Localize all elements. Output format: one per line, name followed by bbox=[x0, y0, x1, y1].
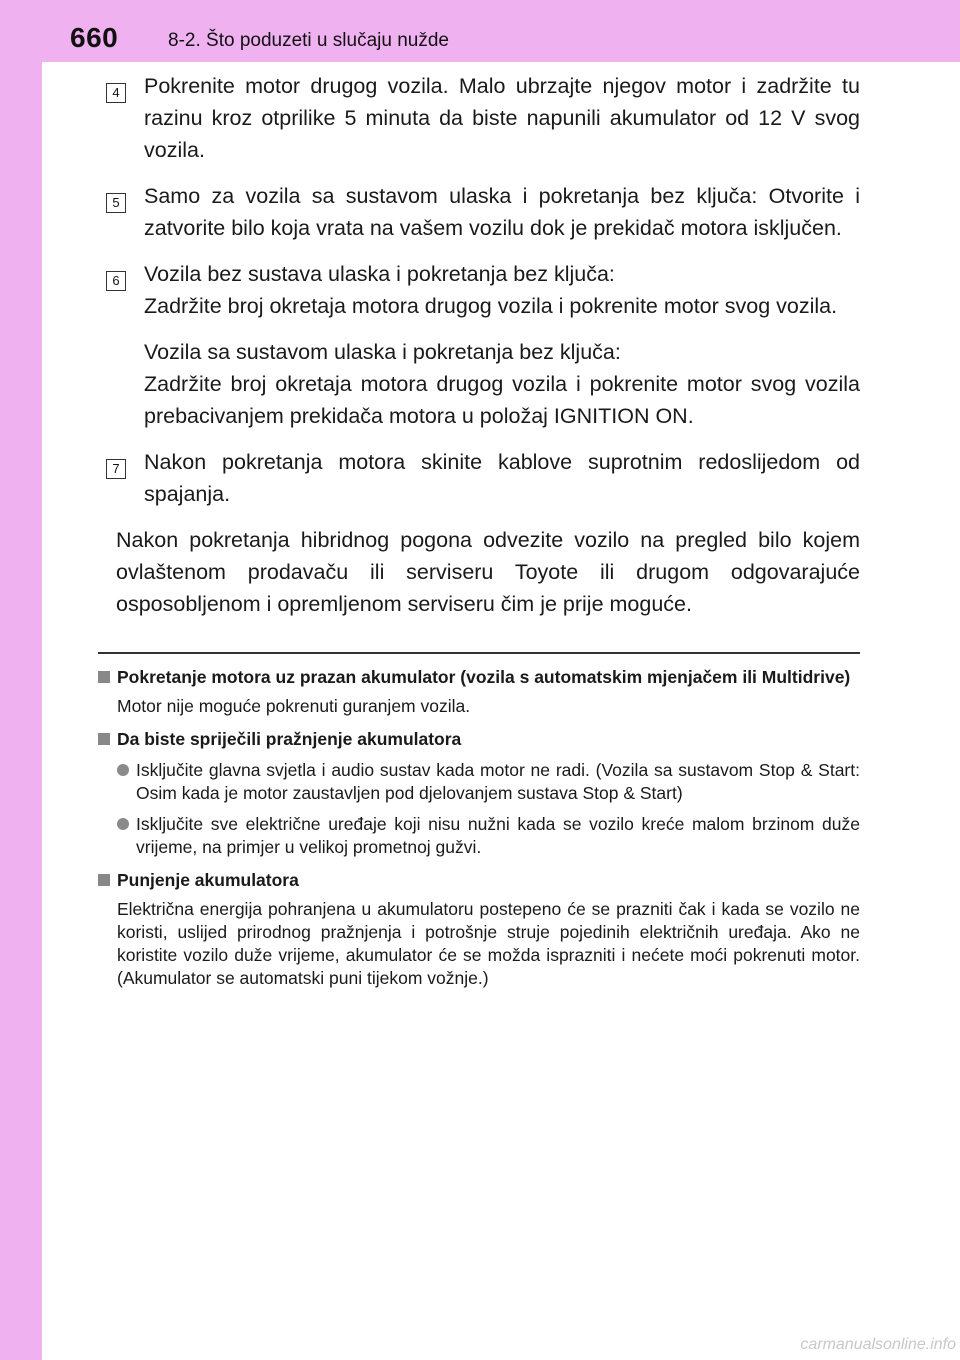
step-4 bbox=[106, 70, 860, 166]
note-battery-charging bbox=[98, 869, 860, 990]
section-divider bbox=[98, 652, 860, 654]
step-6 bbox=[106, 258, 860, 432]
step-text: Nakon pokretanja motora skinite kablove suprotnim redoslijedom od spajanja. bbox=[144, 450, 860, 506]
list-item bbox=[117, 759, 860, 805]
step-number-box: 6 bbox=[106, 271, 126, 291]
watermark: carmanualsonline.info bbox=[800, 1336, 956, 1353]
step-text: Pokrenite motor drugog vozila. Malo ubrzajte njegov motor i zadržite tu razinu kroz otprilike 5 minuta da biste napunili akumulator od 12 V svog vozila. bbox=[144, 74, 860, 162]
circle-bullet-icon bbox=[117, 764, 129, 776]
step-5 bbox=[106, 180, 860, 244]
note-text: Motor nije moguće pokrenuti guranjem vozila. bbox=[117, 696, 471, 716]
note-heading-text: Pokretanje motora uz prazan akumulator (vozila s automatskim mjenjačem ili Multidrive) bbox=[117, 667, 851, 687]
main-content bbox=[106, 70, 860, 620]
note-heading-text: Da biste spriječili pražnjenje akumulatora bbox=[117, 729, 462, 749]
step-text: Samo za vozila sa sustavom ulaska i pokretanja bez ključa: Otvorite i zatvorite bilo koja vrata na vašem vozilu dok je prekidač motora isključen. bbox=[144, 184, 860, 240]
list-item bbox=[117, 813, 860, 859]
step-text: Zadržite broj okretaja motora drugog vozila i pokrenite motor svog vozila. bbox=[144, 294, 838, 318]
square-bullet-icon bbox=[98, 874, 110, 886]
step-condition-heading: Vozila sa sustavom ulaska i pokretanja bez ključa: bbox=[144, 340, 621, 364]
header-band bbox=[0, 0, 960, 62]
note-heading-text: Punjenje akumulatora bbox=[117, 870, 299, 890]
note-text: Električna energija pohranjena u akumulatoru postepeno će se prazniti čak i kada se vozilo ne koristi, uslijed prirodnog pražnjenja i potrošnje struje pojedinih električnih uređaja. Ako ne koristite vozilo duže vrijeme, akumulator će se možda isprazniti i nećete moći pokrenuti motor. (Akumulator se automatski puni tijekom vožnje.) bbox=[117, 899, 860, 988]
notes-section bbox=[98, 666, 860, 1000]
note-dead-battery bbox=[98, 666, 860, 718]
note-heading bbox=[98, 666, 860, 689]
step-number-box: 5 bbox=[106, 193, 126, 213]
note-heading bbox=[98, 728, 860, 751]
square-bullet-icon bbox=[98, 733, 110, 745]
section-title: 8-2. Što poduzeti u slučaju nužde bbox=[168, 30, 449, 51]
step-text: Zadržite broj okretaja motora drugog vozila i pokrenite motor svog vozila prebacivanjem prekidača motora u položaj IGNITION ON. bbox=[144, 372, 860, 428]
after-steps-paragraph: Nakon pokretanja hibridnog pogona odvezite vozilo na pregled bilo kojem ovlaštenom prodavaču ili serviseru Toyote ili drugom odgovarajuće osposobljenom i opremljenom serviseru čim je prije moguće. bbox=[116, 528, 860, 616]
side-color-band bbox=[0, 0, 42, 1360]
note-prevent-discharge bbox=[98, 728, 860, 859]
note-heading bbox=[98, 869, 860, 892]
step-number-box: 7 bbox=[106, 459, 126, 479]
circle-bullet-icon bbox=[117, 818, 129, 830]
square-bullet-icon bbox=[98, 671, 110, 683]
step-7 bbox=[106, 446, 860, 510]
list-item-text: Isključite sve električne uređaje koji nisu nužni kada se vozilo kreće malom brzinom duže vrijeme, na primjer u velikoj prometnoj gužvi. bbox=[136, 814, 860, 857]
list-item-text: Isključite glavna svjetla i audio sustav kada motor ne radi. (Vozila sa sustavom Stop & Start: Osim kada je motor zaustavljen pod djelovanjem sustava Stop & Start) bbox=[136, 760, 860, 803]
step-condition-heading: Vozila bez sustava ulaska i pokretanja bez ključa: bbox=[144, 262, 615, 286]
step-number-box: 4 bbox=[106, 83, 126, 103]
page-number: 660 bbox=[70, 22, 119, 53]
